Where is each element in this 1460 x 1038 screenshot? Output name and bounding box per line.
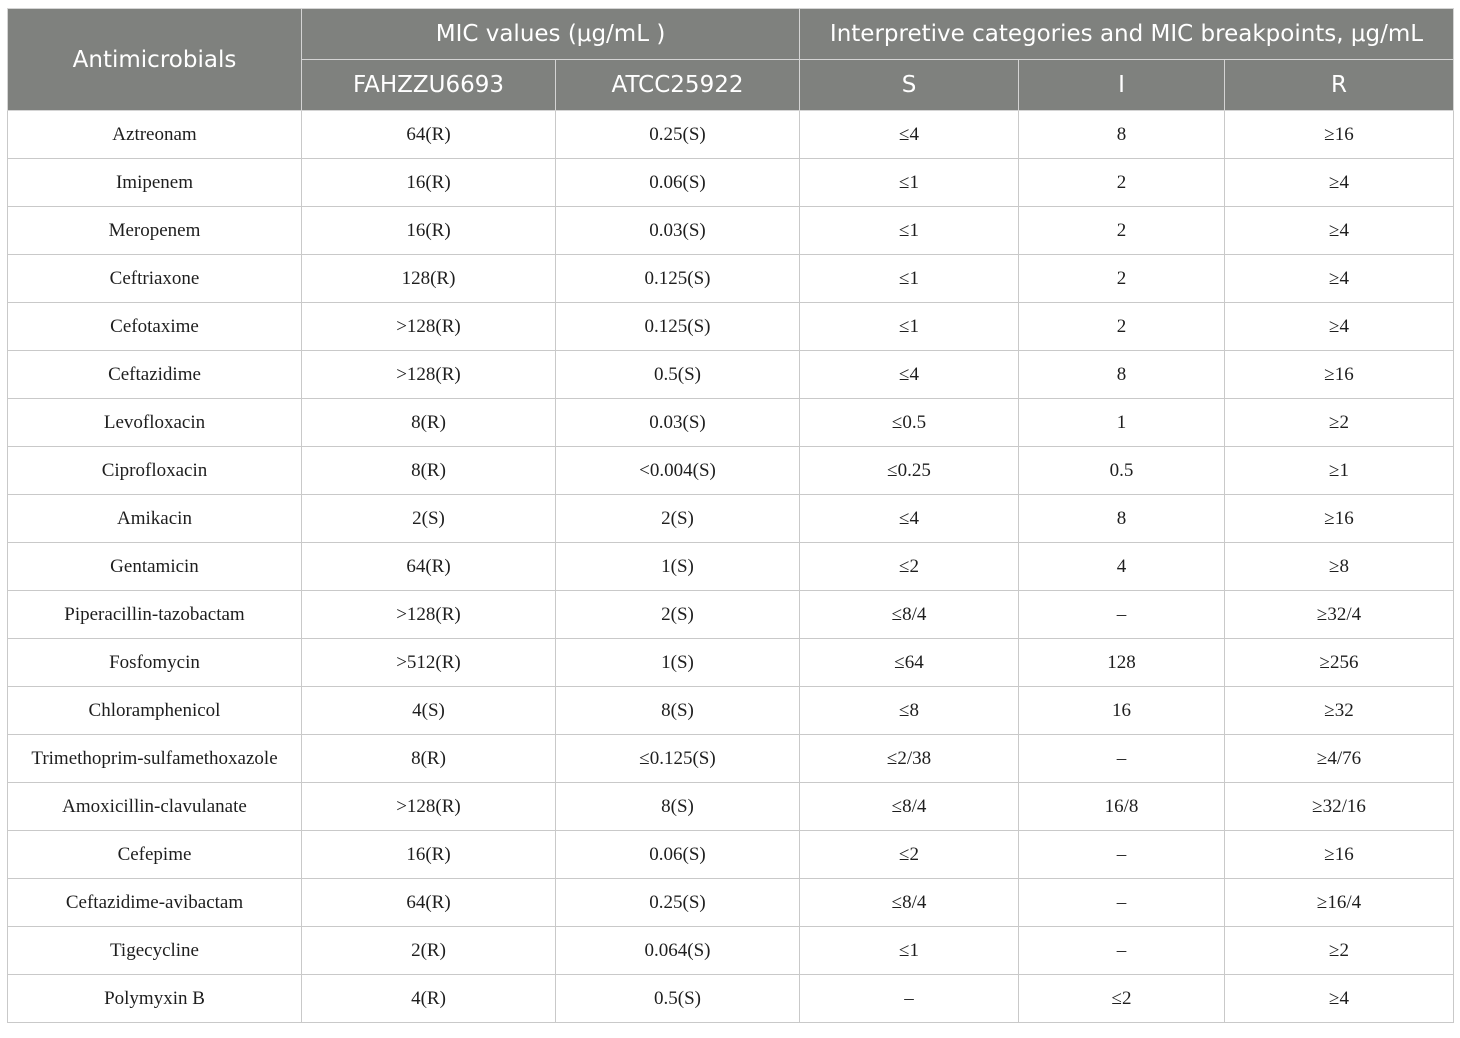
cell-atcc25922: 0.06(S) — [556, 159, 800, 207]
table-row — [8, 591, 1454, 639]
cell-r: ≥16 — [1225, 351, 1454, 399]
cell-fahzzu6693: 64(R) — [302, 543, 556, 591]
cell-i: 16/8 — [1019, 783, 1225, 831]
cell-s: ≤2/38 — [800, 735, 1019, 783]
header-s: S — [800, 60, 1019, 111]
cell-r: ≥4 — [1225, 207, 1454, 255]
cell-fahzzu6693: 128(R) — [302, 255, 556, 303]
cell-s: ≤4 — [800, 111, 1019, 159]
cell-antimicrobial: Amikacin — [8, 495, 302, 543]
cell-fahzzu6693: 4(S) — [302, 687, 556, 735]
cell-r: ≥16/4 — [1225, 879, 1454, 927]
table-row — [8, 255, 1454, 303]
cell-r: ≥4 — [1225, 255, 1454, 303]
header-antimicrobials: Antimicrobials — [8, 9, 302, 111]
cell-fahzzu6693: 16(R) — [302, 207, 556, 255]
cell-i: 16 — [1019, 687, 1225, 735]
cell-fahzzu6693: >128(R) — [302, 783, 556, 831]
mic-table — [7, 8, 1454, 1023]
cell-atcc25922: 8(S) — [556, 687, 800, 735]
cell-r: ≥4/76 — [1225, 735, 1454, 783]
cell-antimicrobial: Imipenem — [8, 159, 302, 207]
cell-s: ≤0.5 — [800, 399, 1019, 447]
cell-fahzzu6693: 16(R) — [302, 159, 556, 207]
cell-r: ≥4 — [1225, 303, 1454, 351]
cell-atcc25922: 0.25(S) — [556, 111, 800, 159]
cell-i: 4 — [1019, 543, 1225, 591]
header-mic-values: MIC values (μg/mL ) — [302, 9, 800, 60]
table-row — [8, 783, 1454, 831]
cell-antimicrobial: Polymyxin B — [8, 975, 302, 1023]
cell-r: ≥256 — [1225, 639, 1454, 687]
table-header — [8, 9, 1454, 111]
cell-i: 1 — [1019, 399, 1225, 447]
cell-fahzzu6693: >128(R) — [302, 591, 556, 639]
cell-s: ≤1 — [800, 303, 1019, 351]
cell-s: – — [800, 975, 1019, 1023]
cell-atcc25922: 0.125(S) — [556, 255, 800, 303]
cell-atcc25922: ≤0.125(S) — [556, 735, 800, 783]
table-row — [8, 207, 1454, 255]
table-row — [8, 879, 1454, 927]
table-row — [8, 975, 1454, 1023]
cell-i: – — [1019, 735, 1225, 783]
cell-atcc25922: 0.5(S) — [556, 351, 800, 399]
cell-atcc25922: <0.004(S) — [556, 447, 800, 495]
cell-s: ≤1 — [800, 159, 1019, 207]
cell-fahzzu6693: 2(S) — [302, 495, 556, 543]
cell-fahzzu6693: 64(R) — [302, 879, 556, 927]
cell-i: – — [1019, 591, 1225, 639]
table-row — [8, 735, 1454, 783]
cell-antimicrobial: Trimethoprim-sulfamethoxazole — [8, 735, 302, 783]
cell-r: ≥32/16 — [1225, 783, 1454, 831]
cell-i: 8 — [1019, 495, 1225, 543]
cell-r: ≥2 — [1225, 399, 1454, 447]
table-row — [8, 687, 1454, 735]
cell-atcc25922: 0.064(S) — [556, 927, 800, 975]
cell-s: ≤1 — [800, 255, 1019, 303]
cell-fahzzu6693: 2(R) — [302, 927, 556, 975]
cell-i: 2 — [1019, 255, 1225, 303]
cell-atcc25922: 1(S) — [556, 543, 800, 591]
cell-s: ≤8 — [800, 687, 1019, 735]
cell-s: ≤64 — [800, 639, 1019, 687]
cell-s: ≤8/4 — [800, 783, 1019, 831]
cell-r: ≥16 — [1225, 831, 1454, 879]
header-atcc25922: ATCC25922 — [556, 60, 800, 111]
table-row — [8, 303, 1454, 351]
cell-antimicrobial: Ceftazidime — [8, 351, 302, 399]
cell-i: 128 — [1019, 639, 1225, 687]
table-row — [8, 639, 1454, 687]
cell-fahzzu6693: >512(R) — [302, 639, 556, 687]
cell-fahzzu6693: 8(R) — [302, 447, 556, 495]
cell-i: ≤2 — [1019, 975, 1225, 1023]
cell-antimicrobial: Meropenem — [8, 207, 302, 255]
cell-antimicrobial: Ceftriaxone — [8, 255, 302, 303]
cell-atcc25922: 0.03(S) — [556, 207, 800, 255]
cell-fahzzu6693: 8(R) — [302, 399, 556, 447]
cell-r: ≥2 — [1225, 927, 1454, 975]
cell-s: ≤8/4 — [800, 591, 1019, 639]
header-fahzzu6693: FAHZZU6693 — [302, 60, 556, 111]
cell-s: ≤2 — [800, 543, 1019, 591]
cell-s: ≤4 — [800, 351, 1019, 399]
cell-fahzzu6693: 8(R) — [302, 735, 556, 783]
cell-antimicrobial: Ceftazidime-avibactam — [8, 879, 302, 927]
table-row — [8, 111, 1454, 159]
cell-i: 0.5 — [1019, 447, 1225, 495]
cell-antimicrobial: Chloramphenicol — [8, 687, 302, 735]
table-row — [8, 447, 1454, 495]
cell-i: 2 — [1019, 207, 1225, 255]
cell-fahzzu6693: >128(R) — [302, 303, 556, 351]
cell-s: ≤2 — [800, 831, 1019, 879]
cell-atcc25922: 1(S) — [556, 639, 800, 687]
cell-antimicrobial: Aztreonam — [8, 111, 302, 159]
cell-antimicrobial: Cefotaxime — [8, 303, 302, 351]
cell-r: ≥1 — [1225, 447, 1454, 495]
cell-r: ≥16 — [1225, 495, 1454, 543]
cell-r: ≥4 — [1225, 159, 1454, 207]
cell-atcc25922: 0.06(S) — [556, 831, 800, 879]
cell-antimicrobial: Piperacillin-tazobactam — [8, 591, 302, 639]
cell-i: – — [1019, 879, 1225, 927]
cell-antimicrobial: Tigecycline — [8, 927, 302, 975]
cell-s: ≤4 — [800, 495, 1019, 543]
table-row — [8, 543, 1454, 591]
table-body — [8, 111, 1454, 1023]
cell-atcc25922: 2(S) — [556, 495, 800, 543]
cell-s: ≤0.25 — [800, 447, 1019, 495]
table-row — [8, 927, 1454, 975]
cell-i: 2 — [1019, 159, 1225, 207]
cell-atcc25922: 2(S) — [556, 591, 800, 639]
header-interpretive-categories: Interpretive categories and MIC breakpoints, μg/mL — [800, 9, 1454, 60]
cell-atcc25922: 0.25(S) — [556, 879, 800, 927]
cell-atcc25922: 0.03(S) — [556, 399, 800, 447]
cell-fahzzu6693: 16(R) — [302, 831, 556, 879]
cell-antimicrobial: Gentamicin — [8, 543, 302, 591]
table-row — [8, 399, 1454, 447]
cell-s: ≤8/4 — [800, 879, 1019, 927]
cell-fahzzu6693: >128(R) — [302, 351, 556, 399]
cell-i: 8 — [1019, 351, 1225, 399]
cell-r: ≥16 — [1225, 111, 1454, 159]
cell-i: 8 — [1019, 111, 1225, 159]
table-row — [8, 495, 1454, 543]
cell-antimicrobial: Amoxicillin-clavulanate — [8, 783, 302, 831]
header-row-top — [8, 9, 1454, 60]
cell-antimicrobial: Cefepime — [8, 831, 302, 879]
cell-atcc25922: 0.5(S) — [556, 975, 800, 1023]
cell-fahzzu6693: 4(R) — [302, 975, 556, 1023]
cell-s: ≤1 — [800, 927, 1019, 975]
header-i: I — [1019, 60, 1225, 111]
cell-antimicrobial: Fosfomycin — [8, 639, 302, 687]
cell-atcc25922: 0.125(S) — [556, 303, 800, 351]
cell-atcc25922: 8(S) — [556, 783, 800, 831]
table-row — [8, 831, 1454, 879]
cell-i: – — [1019, 831, 1225, 879]
cell-r: ≥32/4 — [1225, 591, 1454, 639]
table-row — [8, 351, 1454, 399]
cell-r: ≥8 — [1225, 543, 1454, 591]
cell-antimicrobial: Ciprofloxacin — [8, 447, 302, 495]
cell-i: 2 — [1019, 303, 1225, 351]
cell-i: – — [1019, 927, 1225, 975]
table-row — [8, 159, 1454, 207]
header-r: R — [1225, 60, 1454, 111]
cell-r: ≥4 — [1225, 975, 1454, 1023]
cell-antimicrobial: Levofloxacin — [8, 399, 302, 447]
cell-r: ≥32 — [1225, 687, 1454, 735]
cell-s: ≤1 — [800, 207, 1019, 255]
cell-fahzzu6693: 64(R) — [302, 111, 556, 159]
